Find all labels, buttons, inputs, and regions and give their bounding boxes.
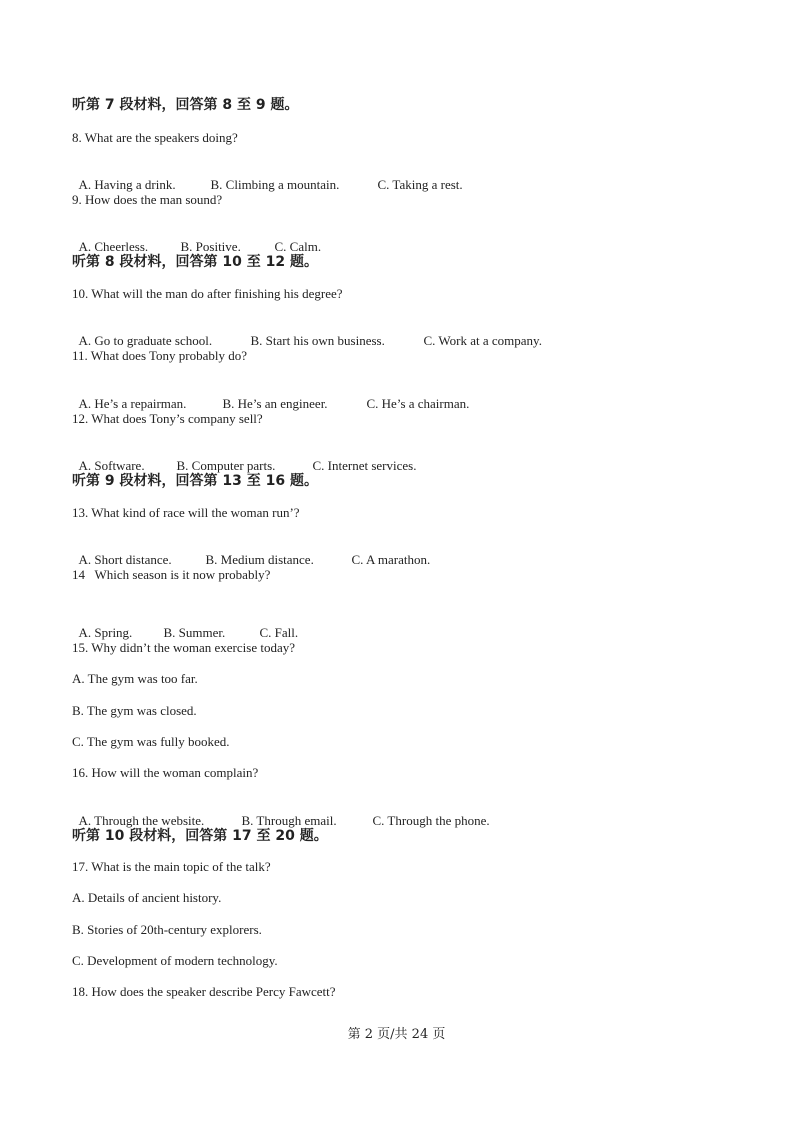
- options-13: [72, 536, 430, 568]
- option-9c: C. Calm.: [274, 239, 322, 254]
- option-14b: B. Summer.: [163, 625, 226, 640]
- options-9: [72, 223, 321, 255]
- section-heading-10: 听第 10 段材料，回答第 17 至 20 题。: [72, 828, 328, 844]
- option-14a: A. Spring.: [78, 625, 133, 640]
- option-11b: B. He’s an engineer.: [222, 396, 328, 411]
- option-11c: C. He’s a chairman.: [366, 396, 470, 411]
- options-10: [72, 317, 542, 349]
- option-13a: A. Short distance.: [78, 552, 172, 567]
- option-8c: C. Taking a rest.: [377, 177, 463, 192]
- options-16: [72, 797, 490, 829]
- question-18: 18. How does the speaker describe Percy Fawcett?: [72, 984, 336, 999]
- option-17c: C. Development of modern technology.: [72, 953, 278, 968]
- option-16c: C. Through the phone.: [372, 813, 490, 828]
- question-9: 9. How does the man sound?: [72, 192, 223, 207]
- question-16: 16. How will the woman complain?: [72, 765, 259, 780]
- option-10a: A. Go to graduate school.: [78, 333, 213, 348]
- options-14: [72, 609, 298, 641]
- options-12: [72, 442, 416, 474]
- option-8a: A. Having a drink.: [78, 177, 176, 192]
- section-heading-7: 听第 7 段材料，回答第 8 至 9 题。: [72, 97, 299, 113]
- option-17a: A. Details of ancient history.: [72, 890, 222, 905]
- option-12a: A. Software.: [78, 458, 145, 473]
- question-12: 12. What does Tony’s company sell?: [72, 411, 263, 426]
- option-14c: C. Fall.: [259, 625, 299, 640]
- question-10: 10. What will the man do after finishing his degree?: [72, 286, 343, 301]
- option-12c: C. Internet services.: [312, 458, 417, 473]
- option-9b: B. Positive.: [180, 239, 241, 254]
- options-11: [72, 380, 469, 412]
- section-heading-8: 听第 8 段材料，回答第 10 至 12 题。: [72, 254, 318, 270]
- option-15c: C. The gym was fully booked.: [72, 734, 230, 749]
- option-10b: B. Start his own business.: [250, 333, 385, 348]
- option-8b: B. Climbing a mountain.: [210, 177, 340, 192]
- question-11: 11. What does Tony probably do?: [72, 348, 248, 363]
- option-13c: C. A marathon.: [351, 552, 431, 567]
- option-17b: B. Stories of 20th-century explorers.: [72, 922, 262, 937]
- section-heading-9: 听第 9 段材料，回答第 13 至 16 题。: [72, 473, 318, 489]
- question-14: 14 Which season is it now probably?: [72, 567, 271, 582]
- page-footer: 第 2 页/共 24 页: [347, 1027, 446, 1042]
- option-15a: A. The gym was too far.: [72, 671, 198, 686]
- question-17: 17. What is the main topic of the talk?: [72, 859, 271, 874]
- question-15: 15. Why didn’t the woman exercise today?: [72, 640, 295, 655]
- question-13: 13. What kind of race will the woman run’?: [72, 505, 300, 520]
- option-16b: B. Through email.: [241, 813, 337, 828]
- option-16a: A. Through the website.: [78, 813, 205, 828]
- option-13b: B. Medium distance.: [205, 552, 314, 567]
- option-15b: B. The gym was closed.: [72, 703, 197, 718]
- question-8: 8. What are the speakers doing?: [72, 130, 238, 145]
- options-8: [72, 161, 463, 193]
- option-10c: C. Work at a company.: [423, 333, 542, 348]
- option-11a: A. He’s a repairman.: [78, 396, 187, 411]
- option-12b: B. Computer parts.: [176, 458, 276, 473]
- option-9a: A. Cheerless.: [78, 239, 149, 254]
